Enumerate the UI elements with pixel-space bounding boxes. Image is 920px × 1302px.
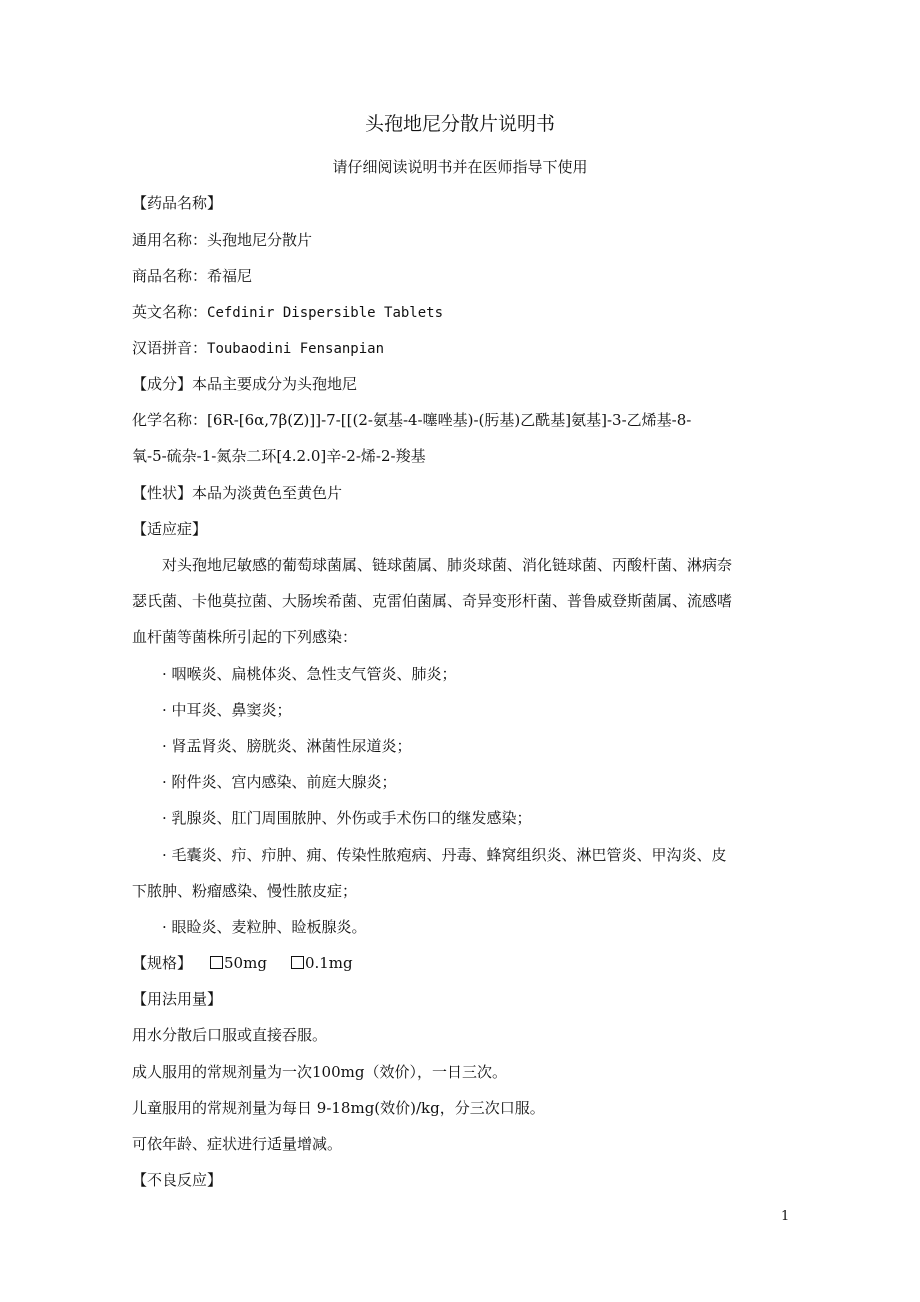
indications-heading: 【适应症】: [132, 520, 208, 538]
dosage-line: 成人服用的常规剂量为一次100mg（效价），一日三次。: [132, 1063, 507, 1081]
dosage-line: 儿童服用的常规剂量为每日 9-18mg(效价)/kg，分三次口服。: [132, 1099, 545, 1117]
pinyin-name: [132, 338, 384, 359]
indication-item: · 眼睑炎、麦粒肿、睑板腺炎。: [162, 918, 367, 936]
spec-checkbox-icon: [291, 956, 304, 969]
dosage-heading: 【用法用量】: [132, 990, 223, 1008]
spec-checkbox-icon: [210, 956, 223, 969]
document-title: 头孢地尼分散片说明书: [364, 113, 555, 135]
composition-line: 【成分】本品主要成分为头孢地尼: [132, 375, 358, 393]
spec-option-2: 0.1mg: [304, 954, 353, 972]
english-name: [132, 302, 443, 323]
drug-name-heading: 【药品名称】: [132, 194, 223, 212]
adverse-reactions-heading: 【不良反应】: [132, 1171, 223, 1189]
document-subtitle: 请仔细阅读说明书并在医师指导下使用: [332, 158, 588, 176]
spec-option-1: 50mg: [224, 954, 267, 972]
indications-paragraph-line-3: 血杆菌等菌株所引起的下列感染：: [132, 628, 358, 646]
page-number: 1: [781, 1209, 790, 1224]
trade-name: 商品名称：希福尼: [132, 267, 253, 285]
indication-item-continuation: 下脓肿、粉瘤感染、慢性脓皮症；: [132, 882, 358, 900]
indications-paragraph-line-2: 瑟氏菌、卡他莫拉菌、大肠埃希菌、克雷伯菌属、奇异变形杆菌、普鲁威登斯菌属、流感嗜: [132, 592, 733, 610]
indications-paragraph-line-1: 对头孢地尼敏感的葡萄球菌属、链球菌属、肺炎球菌、消化链球菌、丙酸杆菌、淋病奈: [162, 556, 733, 574]
dosage-line: 用水分散后口服或直接吞服。: [132, 1026, 328, 1044]
specs-heading: 【规格】: [132, 954, 193, 972]
indication-item: · 乳腺炎、肛门周围脓肿、外伤或手术伤口的继发感染；: [162, 809, 532, 827]
english-name-value: Cefdinir Dispersible Tablets: [207, 305, 444, 321]
chemical-name-line-2: 氧-5-硫杂-1-氮杂二环[4.2.0]辛-2-烯-2-羧基: [132, 447, 426, 465]
english-name-label: 英文名称：: [132, 303, 208, 321]
dosage-line: 可依年龄、症状进行适量增减。: [132, 1135, 343, 1153]
pinyin-name-label: 汉语拼音：: [132, 339, 208, 357]
generic-name: 通用名称：头孢地尼分散片: [132, 231, 313, 249]
indication-item: · 毛囊炎、疖、疖肿、痈、传染性脓疱病、丹毒、蜂窝组织炎、淋巴管炎、甲沟炎、皮: [162, 846, 727, 864]
pinyin-name-value: Toubaodini Fensanpian: [207, 341, 385, 357]
indication-item: · 中耳炎、鼻窦炎；: [162, 701, 292, 719]
chemical-name-line-1: 化学名称：[6R-[6α,7β(Z)]]-7-[[(2-氨基-4-噻唑基)-(肟基)乙酰基]氨基]-3-乙烯基-8-: [132, 411, 692, 429]
indication-item: · 咽喉炎、扁桃体炎、急性支气管炎、肺炎；: [162, 665, 457, 683]
specs-line: [132, 953, 353, 973]
properties-line: 【性状】本品为淡黄色至黄色片: [132, 484, 343, 502]
indication-item: · 肾盂肾炎、膀胱炎、淋菌性尿道炎；: [162, 737, 412, 755]
indication-item: · 附件炎、宫内感染、前庭大腺炎；: [162, 773, 397, 791]
